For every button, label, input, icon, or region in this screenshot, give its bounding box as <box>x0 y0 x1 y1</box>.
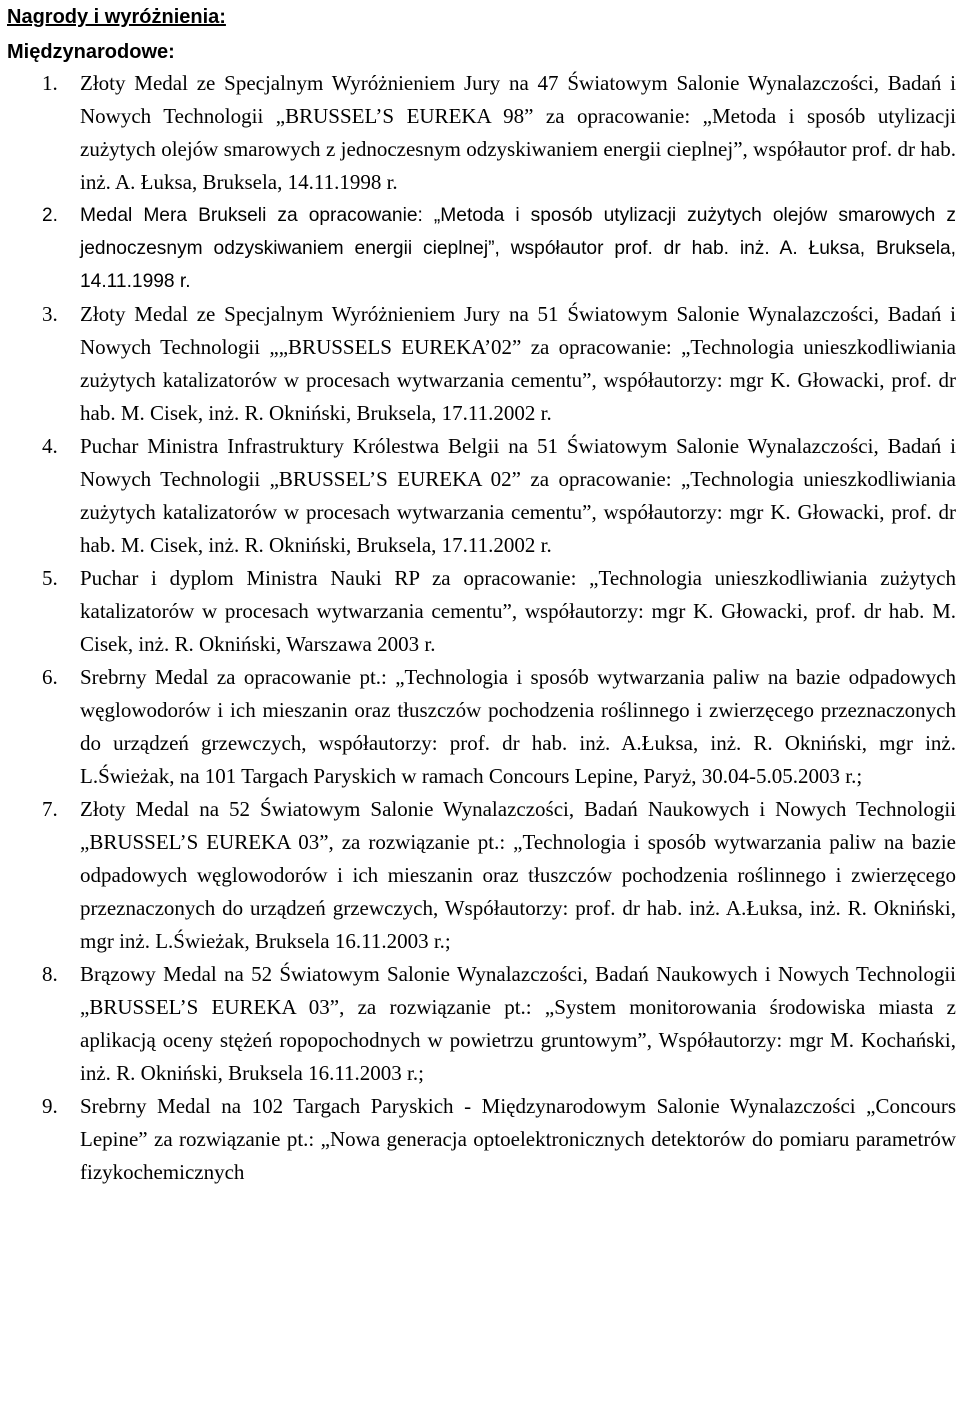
award-number: 4. <box>42 434 58 458</box>
award-number: 2. <box>42 205 58 226</box>
list-item <box>7 430 956 562</box>
award-description: Srebrny Medal za opracowanie pt.: „Technologia i sposób wytwarzania paliw na bazie odpadowych węglowodorów i ich mieszanin oraz tłuszczów pochodzenia roślinnego i zwierzęcego przeznaczonych do urządzeń grzewczych, współautorzy: prof. dr hab. inż. A.Łuksa, inż. R. Okniński, mgr inż. L.Świeżak, na 101 Targach Paryskich w ramach Concours Lepine, Paryż, 30.04-5.05.2003 r.; <box>80 665 956 788</box>
award-number: 1. <box>42 71 58 95</box>
award-description: Brązowy Medal na 52 Światowym Salonie Wynalazczości, Badań Naukowych i Nowych Technologii „BRUSSEL’S EUREKA 03”, za rozwiązanie pt.: „System monitorowania środowiska miasta z aplikacją oceny stężeń ropopochodnych w powietrzu gruntowym”, Współautorzy: mgr M. Kochański, inż. R. Okniński, Bruksela 16.11.2003 r.; <box>80 962 956 1085</box>
list-item <box>7 661 956 793</box>
list-item <box>7 67 956 199</box>
award-number: 6. <box>42 665 58 689</box>
list-item <box>7 298 956 430</box>
award-number: 8. <box>42 962 58 986</box>
award-number: 9. <box>42 1094 58 1118</box>
subsection-heading: Międzynarodowe: <box>7 41 175 63</box>
award-description: Puchar Ministra Infrastruktury Królestwa Belgii na 51 Światowym Salonie Wynalazczości, Badań i Nowych Technologii „BRUSSEL’S EUREKA 02” za opracowanie: „Technologia unieszkodliwiania zużytych katalizatorów w procesach wytwarzania cementu”, współautorzy: mgr K. Głowacki, prof. dr hab. M. Cisek, inż. R. Okniński, Bruksela, 17.11.2002 r. <box>80 434 956 557</box>
list-item <box>7 958 956 1090</box>
award-number: 7. <box>42 797 58 821</box>
list-item <box>7 1090 956 1189</box>
list-item <box>7 562 956 661</box>
list-item <box>7 199 956 298</box>
list-item <box>7 793 956 958</box>
award-description: Puchar i dyplom Ministra Nauki RP za opracowanie: „Technologia unieszkodliwiania zużytych katalizatorów w procesach wytwarzania cementu”, współautorzy: mgr K. Głowacki, prof. dr hab. M. Cisek, inż. R. Okniński, Warszawa 2003 r. <box>80 566 956 656</box>
award-description: Złoty Medal ze Specjalnym Wyróżnieniem Jury na 51 Światowym Salonie Wynalazczości, Badań i Nowych Technologii „„BRUSSELS EUREKA’02” za opracowanie: „Technologia unieszkodliwiania zużytych katalizatorów w procesach wytwarzania cementu”, współautorzy: mgr K. Głowacki, prof. dr hab. M. Cisek, inż. R. Okniński, Bruksela, 17.11.2002 r. <box>80 302 956 425</box>
awards-list <box>7 67 956 1189</box>
award-description: Złoty Medal na 52 Światowym Salonie Wynalazczości, Badań Naukowych i Nowych Technologii „BRUSSEL’S EUREKA 03”, za rozwiązanie pt.: „Technologia i sposób wytwarzania paliw na bazie odpadowych węglowodorów i ich mieszanin oraz tłuszczów pochodzenia roślinnego i zwierzęcego przeznaczonych do urządzeń grzewczych, Współautorzy: prof. dr hab. inż. A.Łuksa, inż. R. Okniński, mgr inż. L.Świeżak, Bruksela 16.11.2003 r.; <box>80 797 956 953</box>
award-number: 3. <box>42 302 58 326</box>
award-description: Złoty Medal ze Specjalnym Wyróżnieniem Jury na 47 Światowym Salonie Wynalazczości, Badań i Nowych Technologii „BRUSSEL’S EUREKA 98” za opracowanie: „Metoda i sposób utylizacji zużytych olejów smarowych z jednoczesnym odzyskiwaniem energii cieplnej”, współautor prof. dr hab. inż. A. Łuksa, Bruksela, 14.11.1998 r. <box>80 71 956 194</box>
award-number: 5. <box>42 566 58 590</box>
award-description: Srebrny Medal na 102 Targach Paryskich - Międzynarodowym Salonie Wynalazczości „Concours Lepine” za rozwiązanie pt.: „Nowa generacja optoelektronicznych detektorów do pomiaru parametrów fizykochemicznych <box>80 1094 956 1184</box>
section-heading: Nagrody i wyróżnienia: <box>7 6 226 28</box>
award-description: Medal Mera Brukseli za opracowanie: „Metoda i sposób utylizacji zużytych olejów smarowych z jednoczesnym odzyskiwaniem energii cieplnej”, współautor prof. dr hab. inż. A. Łuksa, Bruksela, 14.11.1998 r. <box>80 205 956 292</box>
